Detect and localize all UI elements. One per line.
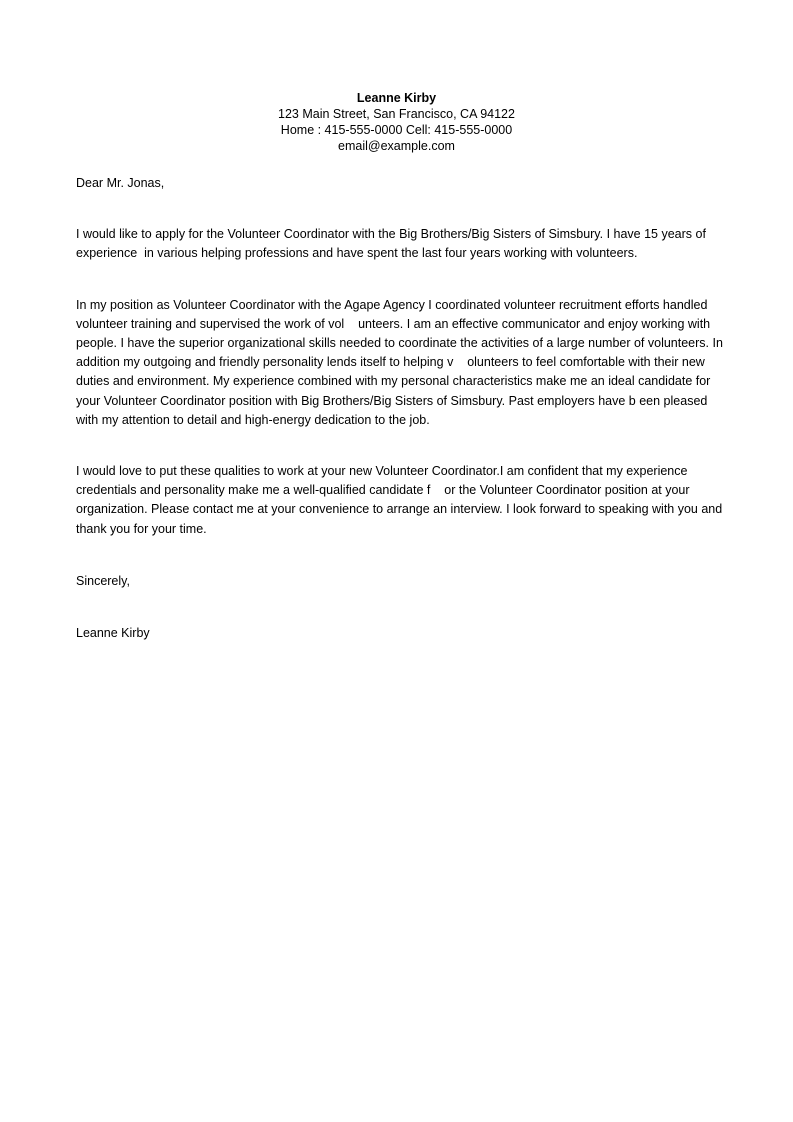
sender-name: Leanne Kirby bbox=[356, 91, 437, 105]
letter-greeting: Dear Mr. Jonas, bbox=[76, 176, 165, 190]
letter-paragraph-3: I would love to put these qualities to work at your new Volunteer Coordinator.I am confident that my experience credentials and personality make me a well-qualified candidate f or the Volunteer Coordinator position at your organization. Please contact me at your convenience to arrange an interview. I look forward to speaking with you and thank you for your time. bbox=[76, 464, 726, 536]
letter-signature: Leanne Kirby bbox=[76, 626, 150, 641]
sender-email: email@example.com bbox=[338, 139, 455, 153]
sender-phones: Home : 415-555-0000 Cell: 415-555-0000 bbox=[280, 123, 513, 137]
letter-closing: Sincerely, bbox=[76, 573, 130, 588]
letter-header bbox=[0, 90, 793, 154]
sender-address: 123 Main Street, San Francisco, CA 94122 bbox=[278, 107, 515, 121]
letter-body bbox=[76, 174, 726, 643]
letter-paragraph-1: I would like to apply for the Volunteer Coordinator with the Big Brothers/Big Sisters of Simsbury. I have 15 years of experience in various helping professions and have spent the last four years working with volunteers. bbox=[76, 227, 710, 261]
letter-paragraph-2: In my position as Volunteer Coordinator with the Agape Agency I coordinated volunteer recruitment efforts handled volunteer training and supervised the work of vol unteers. I am an effective communicator and enjoy working with people. I have the superior organizational skills needed to coordinate the activities of a large number of volunteers. In addition my outgoing and friendly personality lends itself to helping v olunteers to feel comfortable with their new duties and environment. My experience combined with my personal characteristics make me an ideal candidate for your Volunteer Coordinator position with Big Brothers/Big Sisters of Simsbury. Past employers have b een pleased with my attention to detail and high-energy dedication to the job. bbox=[76, 297, 727, 427]
